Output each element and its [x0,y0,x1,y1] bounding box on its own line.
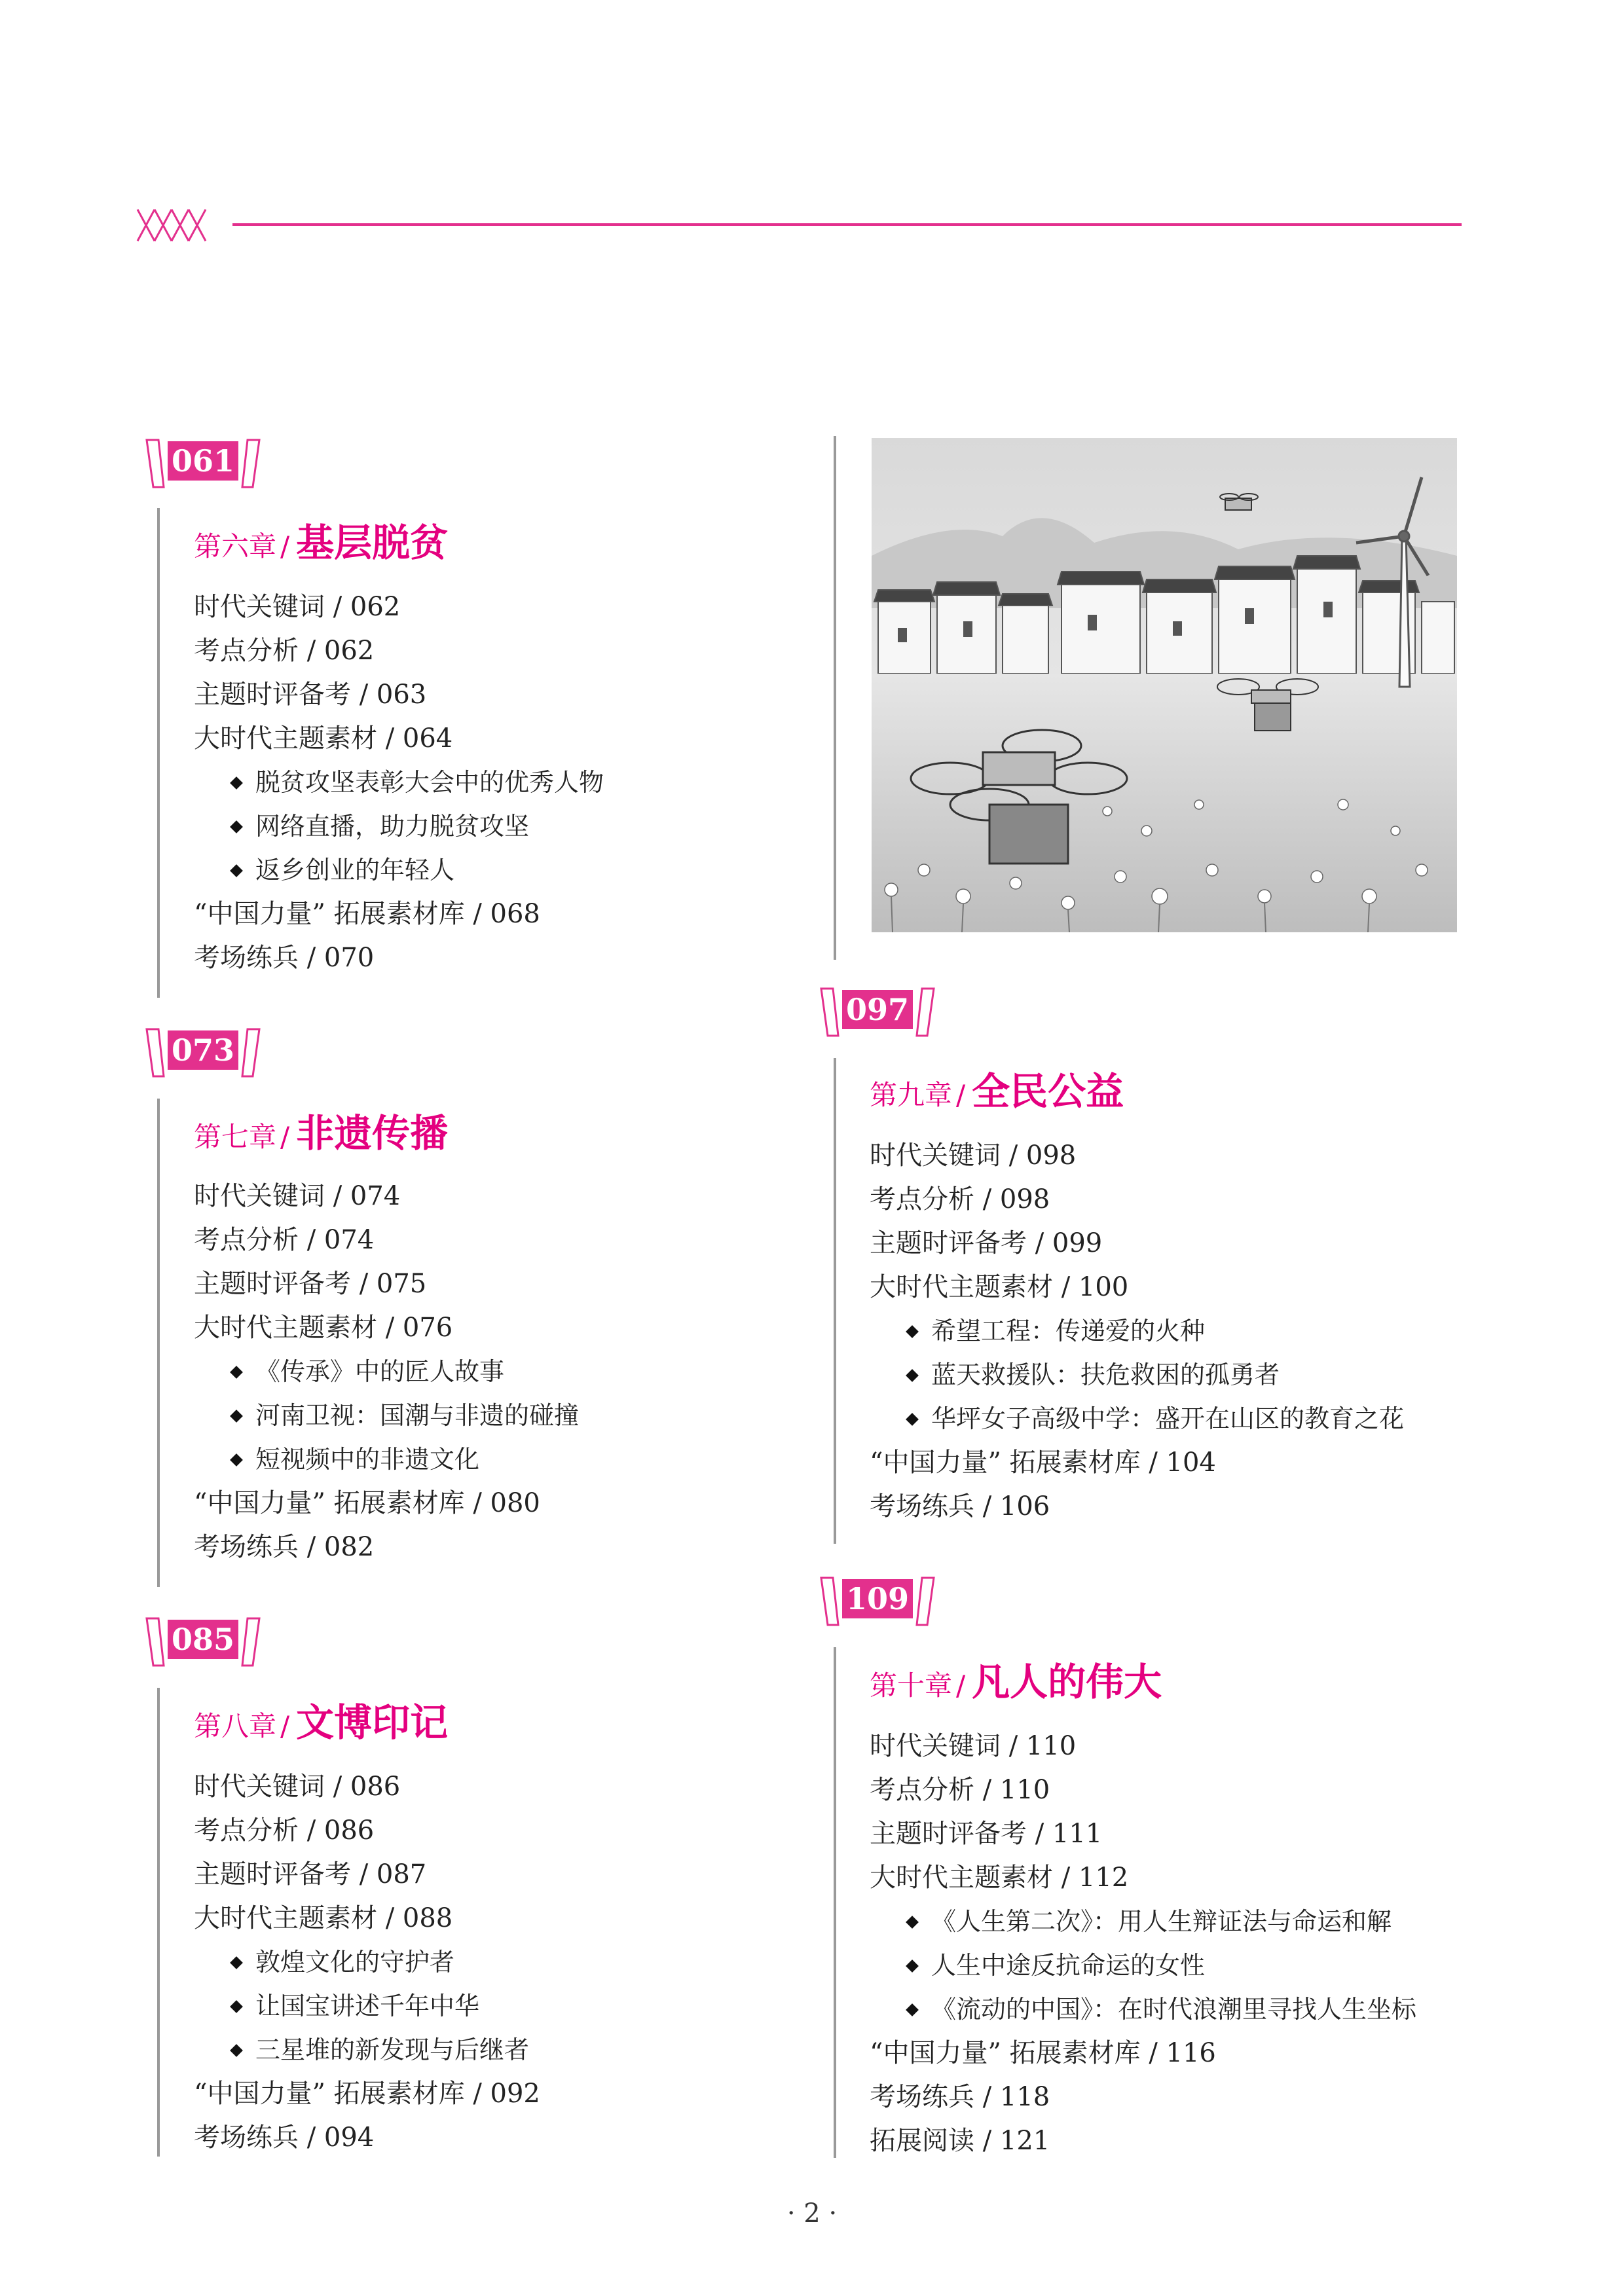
chapter-entries [870,1134,1404,1529]
toc-entry[interactable]: 大时代主题素材 / 112 [870,1863,1129,1893]
toc-subitem[interactable]: 《流动的中国》：在时代浪潮里寻找人生坐标 [870,1988,1416,2032]
chapter-badge [144,1611,262,1671]
toc-subitem[interactable]: 《人生第二次》：用人生辩证法与命运和解 [870,1900,1416,1944]
toc-entry[interactable]: “中国力量” 拓展素材库 / 116 [870,2038,1216,2068]
right-guide-line-3 [834,1647,836,2158]
header-rule [232,223,1462,226]
left-guide-line-3 [157,1688,160,2157]
chapter-prefix: 第七章 [194,1121,277,1153]
diamond-bullet-icon [906,1959,919,1973]
chapter-heading[interactable]: 第七章 / 非遗传播 [194,1111,449,1156]
toc-entry[interactable]: 时代关键词 / 062 [194,592,401,622]
toc-entry[interactable]: 主题时评备考 / 063 [194,680,427,710]
toc-entry[interactable]: 考点分析 / 074 [194,1225,375,1255]
chapter-entries [194,1765,540,2160]
toc-entry[interactable]: 大时代主题素材 / 076 [194,1313,453,1343]
toc-subitem[interactable]: 短视频中的非遗文化 [194,1438,579,1482]
toc-entry[interactable]: 考场练兵 / 094 [194,2123,375,2153]
chapter-illustration [872,438,1457,932]
chapter-prefix: 第十章 [870,1669,953,1702]
toc-entry[interactable]: 时代关键词 / 074 [194,1181,401,1211]
toc-entry[interactable]: “中国力量” 拓展素材库 / 104 [870,1448,1216,1478]
toc-entry[interactable]: 主题时评备考 / 099 [870,1228,1103,1258]
toc-entry[interactable]: 考点分析 / 086 [194,1815,375,1846]
chapter-entries [194,1175,579,1569]
toc-entry[interactable]: 时代关键词 / 110 [870,1731,1077,1761]
toc-entry[interactable]: 考场练兵 / 082 [194,1532,375,1562]
toc-subitem[interactable]: 人生中途反抗命运的女性 [870,1944,1416,1988]
chapter-entries [194,585,604,980]
diamond-bullet-icon [230,2044,243,2057]
chapter-prefix: 第九章 [870,1079,953,1111]
chapter-heading[interactable]: 第十章 / 凡人的伟大 [870,1660,1162,1704]
left-guide-line-1 [157,508,160,998]
toc-entry[interactable]: 考点分析 / 062 [194,636,375,666]
chapter-badge [144,1021,262,1082]
chapter-badge-number: 109 [845,1581,910,1616]
toc-subitem[interactable]: 华坪女子高级中学：盛开在山区的教育之花 [870,1397,1404,1441]
toc-entry[interactable]: 考点分析 / 110 [870,1775,1050,1805]
toc-entry[interactable]: 大时代主题素材 / 088 [194,1903,453,1933]
chapter-badge-number: 085 [171,1622,235,1657]
diamond-bullet-icon [230,1956,243,1969]
diamond-bullet-icon [906,2003,919,2016]
header-ornament [136,207,210,244]
toc-entry[interactable]: 考点分析 / 098 [870,1184,1050,1214]
toc-subitem[interactable]: 河南卫视：国潮与非遗的碰撞 [194,1394,579,1438]
chapter-badge-number: 097 [845,992,910,1027]
right-guide-line-2 [834,1058,836,1544]
chapter-title: 全民公益 [972,1069,1124,1114]
chapter-prefix: 第八章 [194,1710,277,1742]
chapter-title: 凡人的伟大 [972,1660,1162,1704]
chapter-entries [870,1724,1416,2163]
chapter-prefix: 第六章 [194,530,277,562]
diamond-bullet-icon [230,2000,243,2013]
toc-subitem[interactable]: 三星堆的新发现与后继者 [194,2028,540,2072]
toc-subitem[interactable]: 脱贫攻坚表彰大会中的优秀人物 [194,761,604,805]
toc-entry[interactable]: 考场练兵 / 070 [194,943,375,973]
toc-entry[interactable]: 大时代主题素材 / 064 [194,723,453,754]
diamond-bullet-icon [906,1369,919,1382]
diamond-bullet-icon [230,1453,243,1467]
toc-subitem[interactable]: 返乡创业的年轻人 [194,848,604,892]
right-guide-line-1 [834,436,836,960]
toc-entry[interactable]: 拓展阅读 / 121 [870,2126,1050,2156]
toc-subitem[interactable]: 蓝天救援队：扶危救困的孤勇者 [870,1353,1404,1397]
chapter-title: 非遗传播 [296,1111,449,1156]
toc-entry[interactable]: “中国力量” 拓展素材库 / 092 [194,2079,540,2109]
diamond-bullet-icon [230,1366,243,1379]
diamond-bullet-icon [230,864,243,877]
toc-subitem[interactable]: 敦煌文化的守护者 [194,1941,540,1984]
toc-entry[interactable]: 时代关键词 / 086 [194,1772,401,1802]
chapter-badge [819,1570,936,1630]
chapter-heading[interactable]: 第六章 / 基层脱贫 [194,520,449,565]
chapter-heading[interactable]: 第九章 / 全民公益 [870,1069,1124,1114]
chapter-badge [819,981,936,1041]
diamond-bullet-icon [230,820,243,833]
diamond-bullet-icon [906,1413,919,1426]
toc-entry[interactable]: “中国力量” 拓展素材库 / 080 [194,1488,540,1518]
page-number: · 2 · [786,2198,838,2229]
chapter-heading[interactable]: 第八章 / 文博印记 [194,1700,449,1745]
diamond-bullet-icon [230,1410,243,1423]
chapter-title: 基层脱贫 [296,520,449,565]
chapter-badge-number: 073 [171,1032,235,1068]
toc-entry[interactable]: 考场练兵 / 106 [870,1491,1050,1522]
diamond-bullet-icon [230,776,243,790]
diamond-bullet-icon [906,1325,919,1338]
diamond-bullet-icon [906,1916,919,1929]
toc-entry[interactable]: 考场练兵 / 118 [870,2082,1050,2112]
toc-subitem[interactable]: 希望工程：传递爱的火种 [870,1309,1404,1353]
chapter-badge-number: 061 [171,443,235,479]
toc-entry[interactable]: 主题时评备考 / 111 [870,1819,1103,1849]
chapter-badge [144,432,262,492]
toc-subitem[interactable]: 网络直播，助力脱贫攻坚 [194,805,604,848]
left-guide-line-2 [157,1099,160,1587]
toc-entry[interactable]: 时代关键词 / 098 [870,1140,1077,1171]
toc-entry[interactable]: 主题时评备考 / 087 [194,1859,427,1889]
toc-subitem[interactable]: 《传承》中的匠人故事 [194,1350,579,1394]
toc-entry[interactable]: “中国力量” 拓展素材库 / 068 [194,899,540,929]
chapter-title: 文博印记 [296,1700,449,1745]
toc-entry[interactable]: 大时代主题素材 / 100 [870,1272,1129,1302]
toc-entry[interactable]: 主题时评备考 / 075 [194,1269,427,1299]
toc-subitem[interactable]: 让国宝讲述千年中华 [194,1984,540,2028]
